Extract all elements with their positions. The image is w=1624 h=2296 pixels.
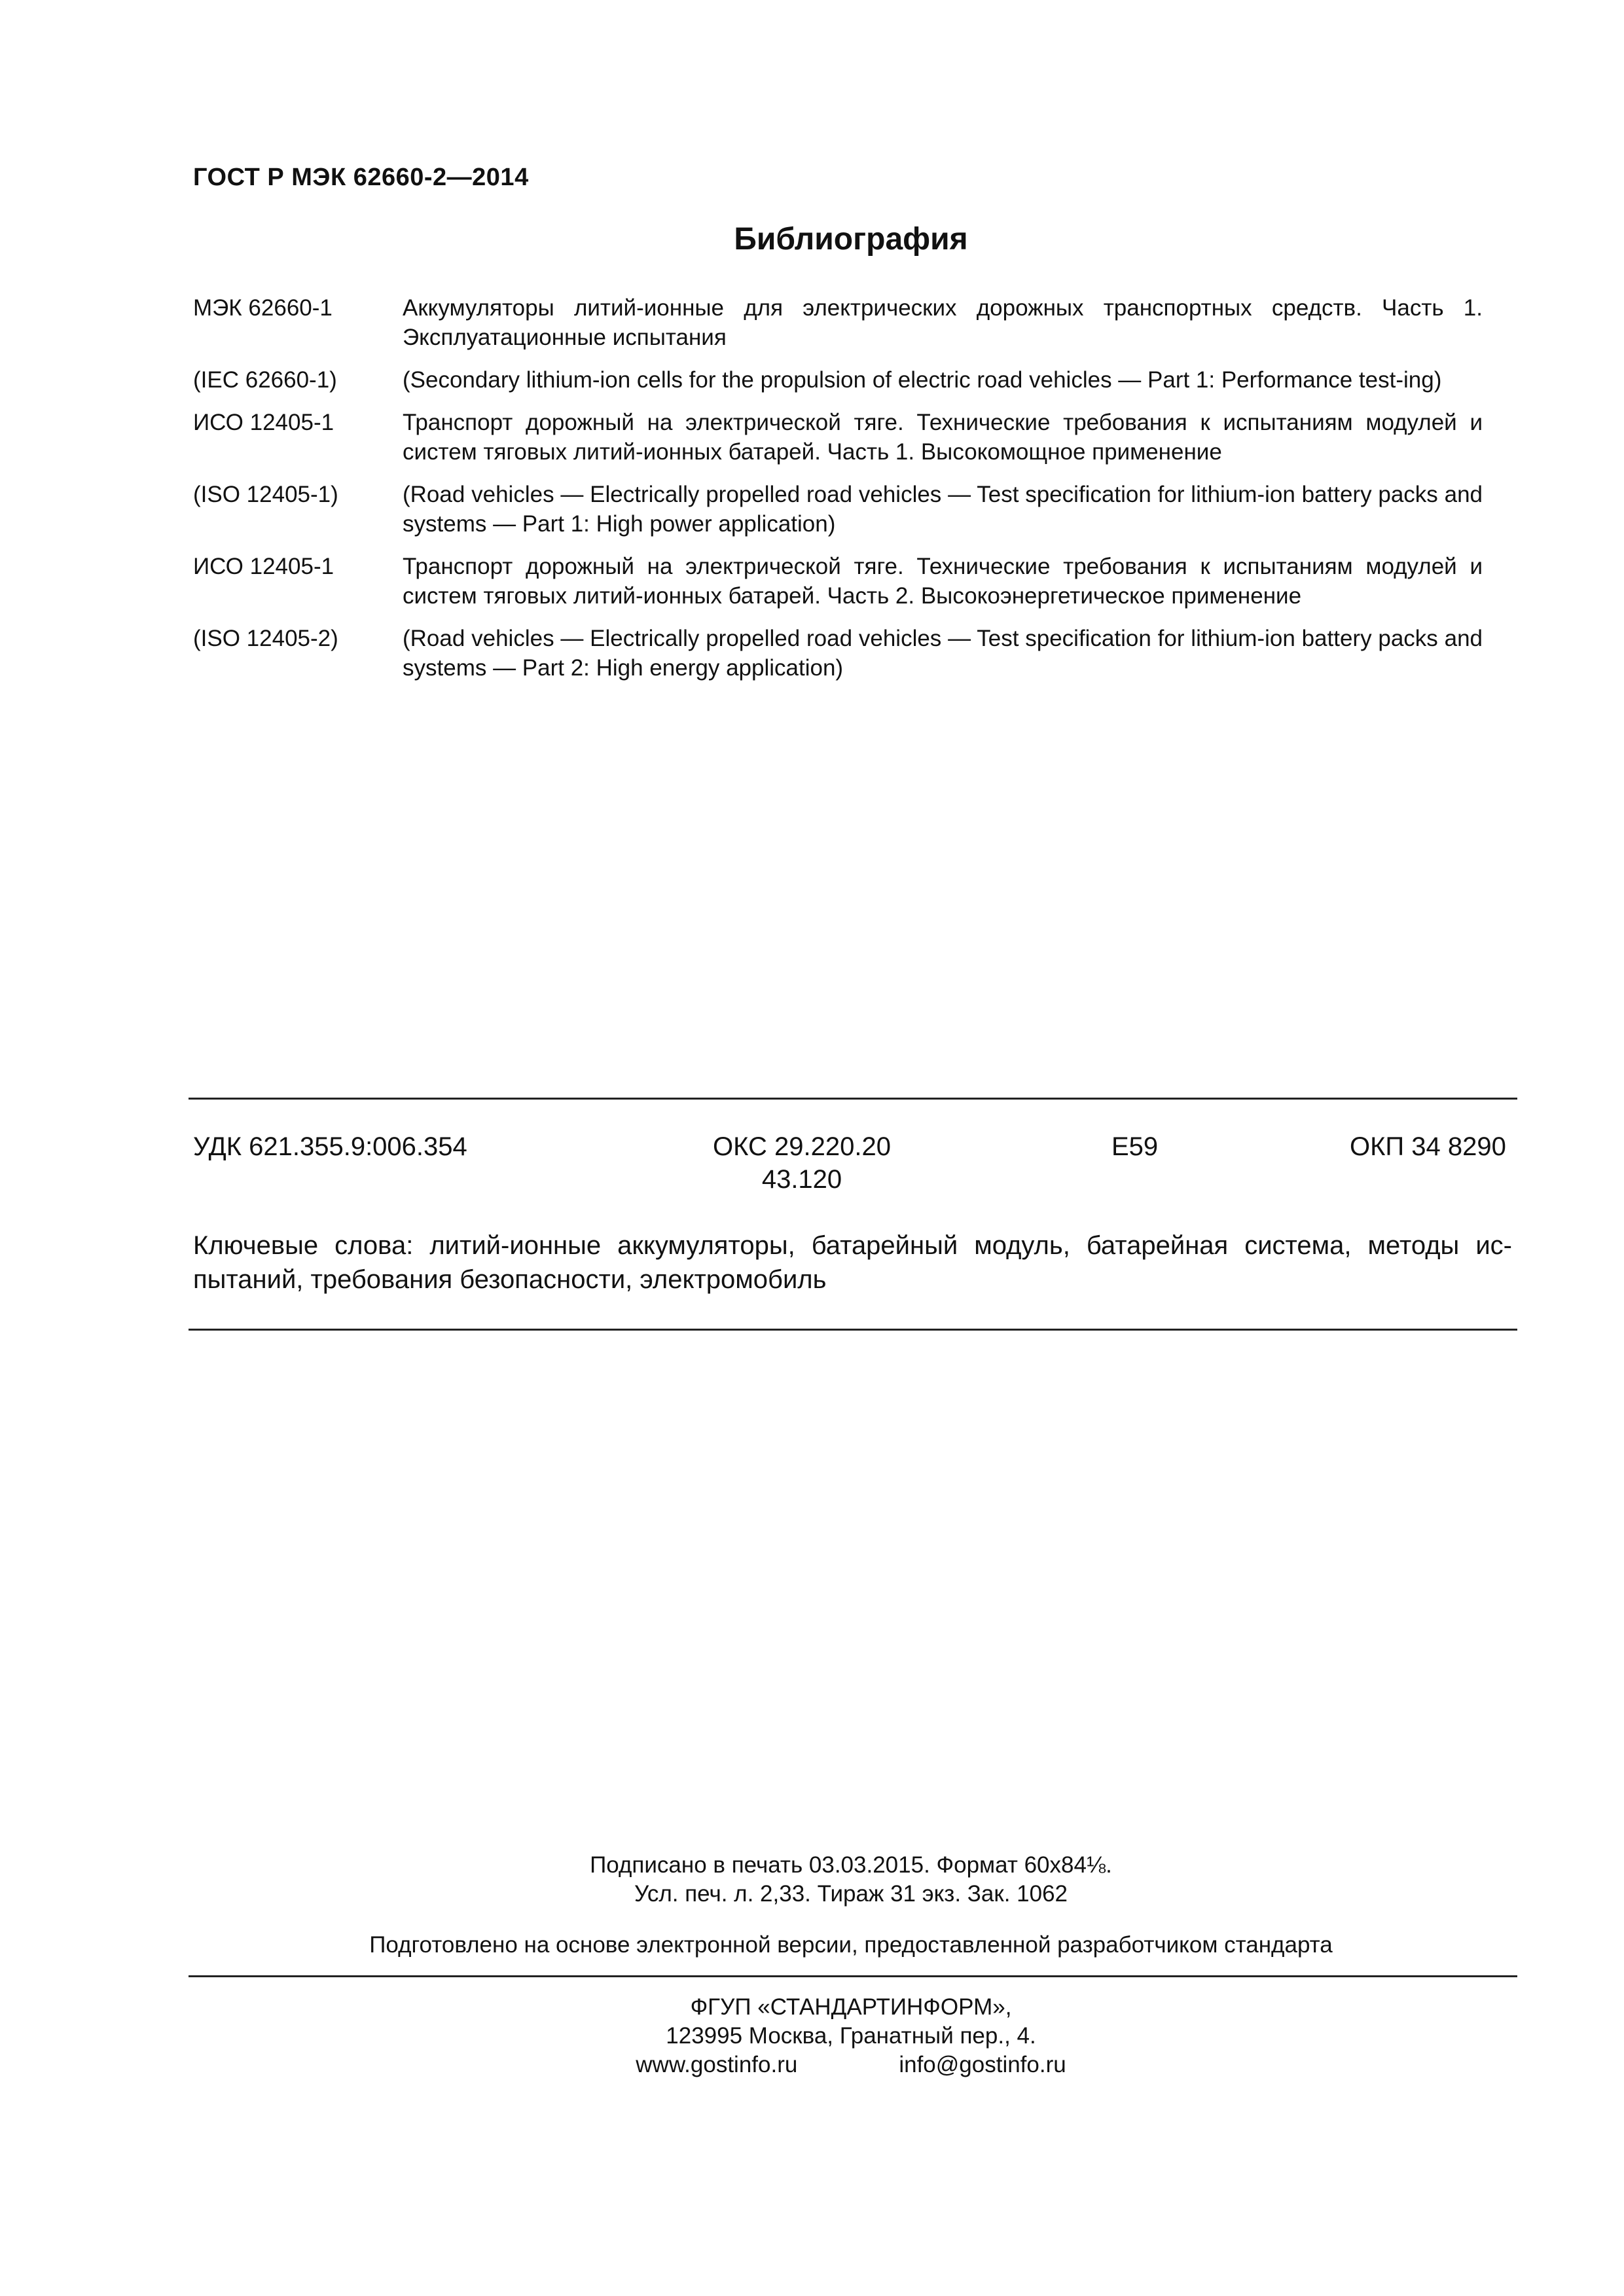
entry-reference: (ISO 12405-1) bbox=[193, 482, 338, 507]
publisher-contacts bbox=[636, 2051, 1066, 2079]
entry-reference: МЭК 62660-1 bbox=[193, 295, 333, 321]
bibliography-entry bbox=[193, 293, 1483, 352]
entry-reference: ИСО 12405-1 bbox=[193, 554, 334, 579]
entry-reference: (IEC 62660-1) bbox=[193, 367, 337, 393]
keywords: Ключевые слова: литий-ионные аккумуляторы, батарейный модуль, батарейная система, методы ис-пытаний, требования безопасности, электромобиль bbox=[193, 1231, 1512, 1294]
print-info-line-1: Подписано в печать 03.03.2015. Формат 60x84⅛. bbox=[590, 1852, 1112, 1878]
entry-text: (Road vehicles — Electrically propelled road vehicles — Test specification for lithium-ion battery packs and systems — Part 2: High energy application) bbox=[403, 626, 1483, 681]
bibliography-entry bbox=[193, 552, 1483, 611]
publisher-address: 123995 Москва, Гранатный пер., 4. bbox=[666, 2023, 1036, 2049]
document-code: ГОСТ Р МЭК 62660-2—2014 bbox=[193, 164, 529, 191]
okp-code: ОКП 34 8290 bbox=[1350, 1132, 1506, 1161]
classification-code: E59 bbox=[1111, 1132, 1159, 1161]
entry-text: Транспорт дорожный на электрической тяге. Технические требования к испытаниям модулей и систем тяговых литий-ионных батарей. Часть 2. Высокоэнергетическое применение bbox=[403, 554, 1483, 609]
entry-text: Аккумуляторы литий-ионные для электрических дорожных транспортных средств. Часть 1. Эксплуатационные испытания bbox=[403, 295, 1483, 350]
bibliography-entry bbox=[193, 624, 1483, 683]
bibliography-entry bbox=[193, 408, 1483, 467]
email-link[interactable]: info@gostinfo.ru bbox=[899, 2052, 1066, 2077]
udk-code: УДК 621.355.9:006.354 bbox=[193, 1132, 467, 1161]
entry-reference: ИСО 12405-1 bbox=[193, 410, 334, 435]
entry-text: Транспорт дорожный на электрической тяге. Технические требования к испытаниям модулей и систем тяговых литий-ионных батарей. Часть 1. Высокомощное применение bbox=[403, 410, 1483, 465]
bibliography-list bbox=[193, 293, 1483, 696]
bibliography-title: Библиография bbox=[734, 222, 968, 257]
bibliography-entry bbox=[193, 365, 1483, 395]
entry-text: (Secondary lithium-ion cells for the propulsion of electric road vehicles — Part 1: Performance test-ing) bbox=[403, 367, 1442, 393]
print-info-line-2: Усл. печ. л. 2,33. Тираж 31 экз. Зак. 1062 bbox=[634, 1881, 1068, 1907]
oks-code bbox=[704, 1130, 900, 1196]
publisher-block bbox=[0, 1993, 1624, 2079]
middle-divider bbox=[189, 1329, 1517, 1331]
bottom-divider bbox=[189, 1975, 1517, 1977]
bibliography-entry bbox=[193, 480, 1483, 539]
website-link[interactable]: www.gostinfo.ru bbox=[636, 2052, 798, 2077]
entry-reference: (ISO 12405-2) bbox=[193, 626, 338, 651]
oks-code-line-1: ОКС 29.220.20 bbox=[713, 1132, 891, 1161]
publisher-name: ФГУП «СТАНДАРТИНФОРМ», bbox=[690, 1994, 1012, 2020]
prepared-note: Подготовлено на основе электронной версии, предоставленной разработчиком стандарта bbox=[369, 1932, 1333, 1958]
top-divider bbox=[189, 1098, 1517, 1100]
print-info bbox=[0, 1851, 1624, 1909]
entry-text: (Road vehicles — Electrically propelled road vehicles — Test specification for lithium-ion battery packs and systems — Part 1: High power application) bbox=[403, 482, 1483, 537]
oks-code-line-2: 43.120 bbox=[761, 1165, 842, 1194]
